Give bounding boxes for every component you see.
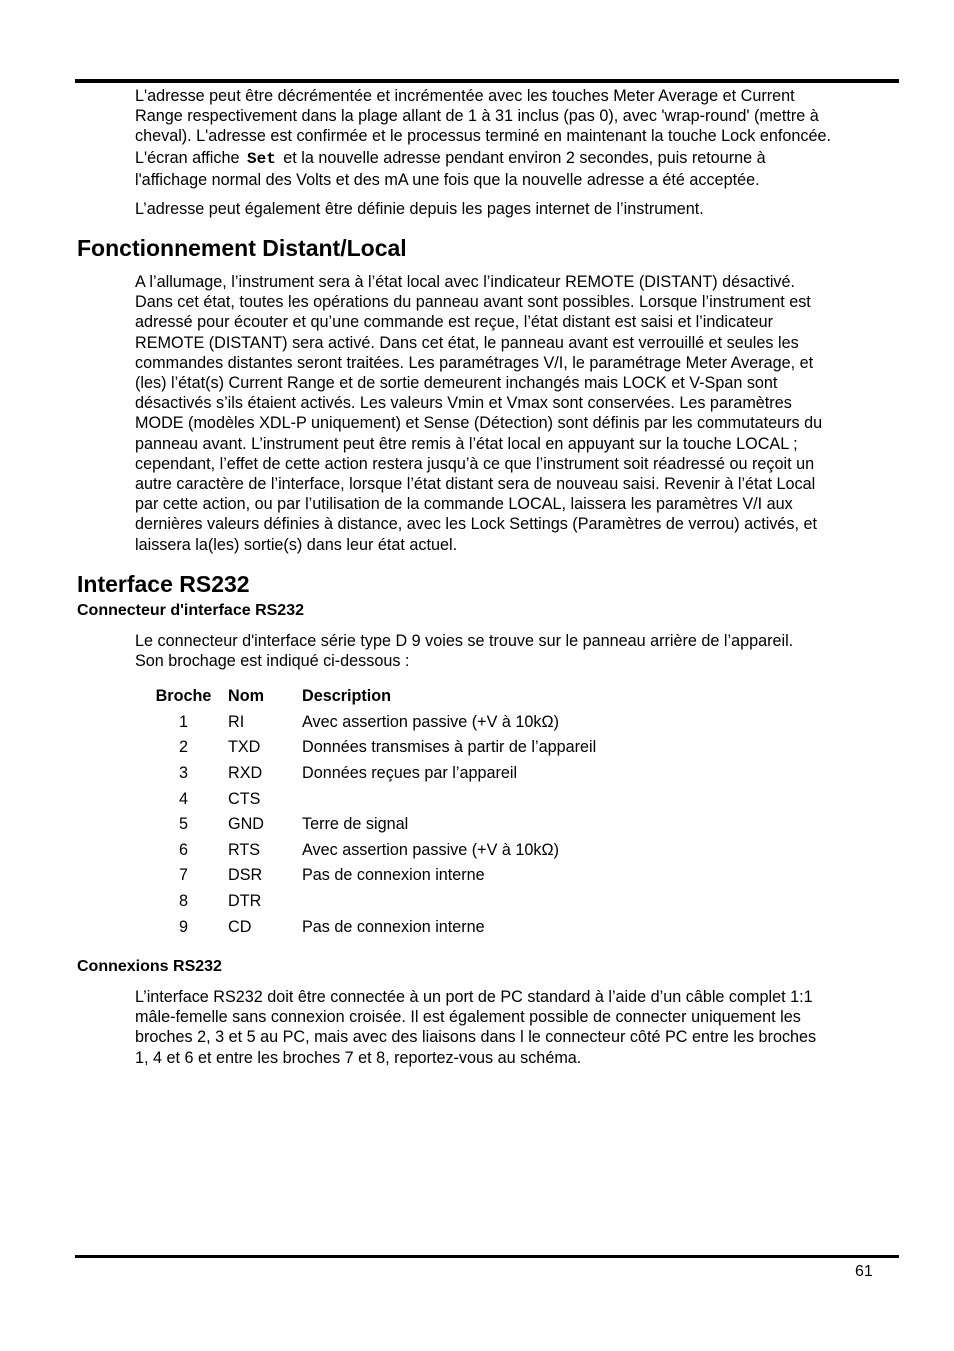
remote-line: (les) l’état(s) Current Range et de sortie demeurent inchangés mais LOCK et V-Span sont: [135, 374, 778, 393]
connections-line: broches 2, 3 et 5 au PC, mais avec des liaisons dans l le connecteur côté PC entre les broches: [135, 1028, 817, 1047]
remote-line: REMOTE (DISTANT) sera activé. Dans cet état, le panneau avant est verrouillé et seules les: [135, 333, 799, 352]
pin-name: CD: [228, 917, 252, 936]
remote-line: par cette action, ou par l’utilisation de la commande LOCAL, laissera les paramètres V/I aux: [135, 495, 793, 514]
pin-description: Terre de signal: [302, 815, 409, 834]
connector-line: Le connecteur d'interface série type D 9 voies se trouve sur le panneau arrière de l’appareil.: [135, 632, 794, 650]
pin-description: Données reçues par l’appareil: [302, 764, 518, 783]
pinout-table: [139, 684, 596, 940]
header-nom: Nom: [228, 687, 264, 706]
page-number: 61: [855, 1263, 873, 1280]
rs232-heading: Interface RS232: [77, 571, 250, 597]
connections-paragraph: [135, 987, 900, 1068]
remote-line: cependant, l’effet de cette action restera jusqu’à ce que l’instrument soit réadressé ou reçoit un: [135, 454, 815, 473]
remote-line: panneau avant. L’instrument peut être remis à l’état local en appuyant sur la touche LOCAL ;: [135, 434, 798, 453]
pin-description: [302, 786, 596, 812]
set-display-code: Set: [246, 149, 276, 168]
table-row: [139, 889, 596, 915]
remote-line: adressé pour écouter et qu’une commande est reçue, l’état distant est saisi et l’indicateur: [135, 313, 773, 332]
connector-heading: Connecteur d'interface RS232: [77, 602, 304, 619]
pin-number: 4: [178, 789, 188, 808]
remote-local-paragraph: [135, 272, 900, 555]
pin-number: 7: [178, 866, 188, 885]
remote-line: autre caractère de l’interface, lorsque l’état distant sera de nouveau saisi. Revenir à l’état Local: [135, 475, 816, 494]
connector-paragraph: [135, 631, 900, 671]
table-row: [139, 710, 596, 736]
remote-line: laissera la(les) sortie(s) dans leur état actuel.: [135, 535, 458, 554]
header-broche: Broche: [155, 687, 212, 706]
top-rule: [75, 79, 899, 83]
pin-description: Données transmises à partir de l’appareil: [302, 738, 597, 757]
pin-name: RTS: [228, 840, 261, 859]
pin-name: GND: [228, 815, 264, 834]
intro-line: [135, 148, 900, 169]
connections-line: 1, 4 et 6 et entre les broches 7 et 8, reportez-vous au schéma.: [135, 1048, 582, 1067]
intro-line: l'affichage normal des Volts et des mA une fois que la nouvelle adresse a été acceptée.: [135, 170, 760, 189]
remote-line: A l’allumage, l’instrument sera à l’état local avec l’indicateur REMOTE (DISTANT) désactivé.: [135, 273, 796, 291]
pin-name: RXD: [228, 764, 263, 783]
intro-line: cheval). L'adresse est confirmée et le processus terminé en maintenant la touche Lock enfoncée.: [135, 127, 831, 146]
pin-name: DTR: [228, 892, 262, 911]
table-row: [139, 786, 596, 812]
pin-number: 5: [178, 815, 188, 834]
table-row: [139, 914, 596, 940]
connections-line: mâle-femelle sans connexion croisée. Il est également possible de connecter uniquement les: [135, 1008, 801, 1027]
intro-paragraph-2: L’adresse peut également être définie depuis les pages internet de l’instrument.: [135, 200, 704, 218]
remote-line: commandes distantes seront traitées. Les paramétrages V/I, le paramétrage Meter Average, et: [135, 353, 814, 372]
intro-line: L'adresse peut être décrémentée et incrémentée avec les touches Meter Average et Current: [135, 87, 795, 105]
pin-number: 3: [178, 764, 188, 783]
pin-name: CTS: [228, 789, 261, 808]
pin-number: 6: [178, 840, 188, 859]
remote-line: dernières valeurs définies à distance, avec les Lock Settings (Paramètres de verrou) activés, et: [135, 515, 818, 534]
pin-number: 9: [178, 917, 188, 936]
table-row: [139, 735, 596, 761]
pin-number: 2: [178, 738, 188, 757]
pin-description: Pas de connexion interne: [302, 917, 485, 936]
header-description: Description: [302, 687, 392, 706]
bottom-rule: [75, 1255, 899, 1258]
table-row: [139, 761, 596, 787]
connections-heading: Connexions RS232: [77, 958, 222, 975]
pin-name: TXD: [228, 738, 261, 757]
pin-description: [302, 889, 596, 915]
pin-name: DSR: [228, 866, 263, 885]
pin-number: 8: [178, 892, 188, 911]
intro-line4-before: L'écran affiche: [135, 148, 240, 167]
pin-description: Avec assertion passive (+V à 10kΩ): [302, 712, 559, 731]
connections-line: L’interface RS232 doit être connectée à un port de PC standard à l’aide d’un câble complet 1:1: [135, 988, 813, 1006]
remote-line: Dans cet état, toutes les opérations du panneau avant sont possibles. Lorsque l’instrument est: [135, 293, 811, 312]
intro-line4-after: et la nouvelle adresse pendant environ 2 secondes, puis retourne à: [283, 148, 766, 167]
table-header-row: [139, 684, 596, 710]
pin-number: 1: [178, 712, 188, 731]
remote-line: MODE (modèles XDL-P uniquement) et Sense (Détection) sont définis par les commutateurs du: [135, 414, 823, 433]
table-row: [139, 838, 596, 864]
table-row: [139, 812, 596, 838]
intro-paragraph: [135, 86, 900, 190]
remote-line: désactivés s’ils étaient activés. Les valeurs Vmin et Vmax sont conservées. Les paramètres: [135, 394, 792, 413]
pin-name: RI: [228, 712, 245, 731]
table-row: [139, 863, 596, 889]
remote-local-heading: Fonctionnement Distant/Local: [77, 235, 407, 261]
pin-description: Avec assertion passive (+V à 10kΩ): [302, 840, 559, 859]
connector-line: Son brochage est indiqué ci-dessous :: [135, 652, 410, 671]
intro-line: Range respectivement dans la plage allant de 1 à 31 inclus (pas 0), avec 'wrap-round' (mettre à: [135, 107, 819, 126]
pin-description: Pas de connexion interne: [302, 866, 485, 885]
